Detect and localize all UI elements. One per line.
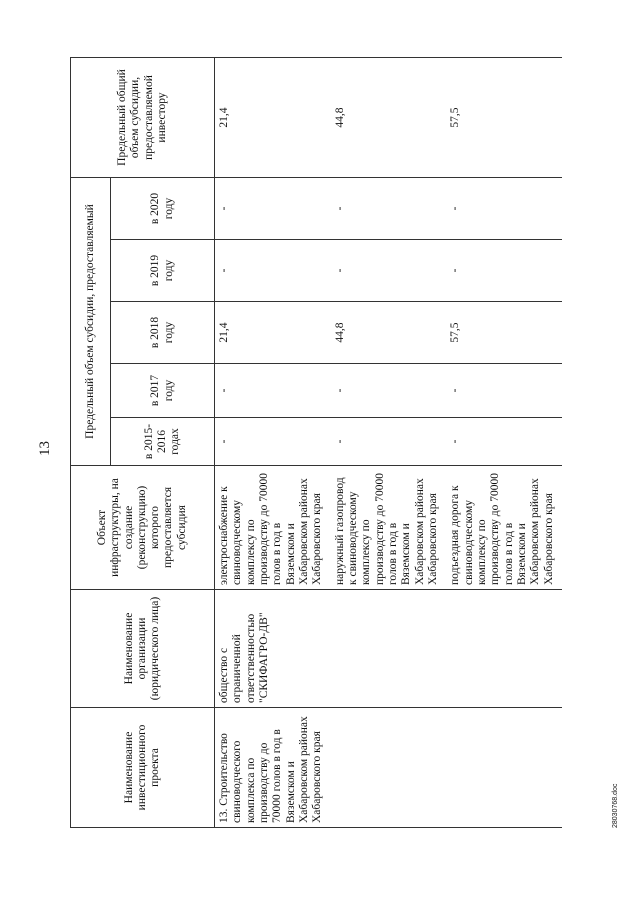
- header-max-subsidy-group: Предельный объем субсидии, предоставляемый: [71, 178, 111, 466]
- header-total: Предельный общий объем субсидии, предоставляемой инвестору: [71, 58, 215, 178]
- value-cell: 57,5: [446, 302, 562, 364]
- value-cell: -: [331, 418, 447, 466]
- value-cell: -: [331, 364, 447, 418]
- total-cell: 21,4: [215, 58, 331, 178]
- organization-name-cell: общество с ограниченной ответственностью "СКИФАГРО-ДВ": [215, 590, 562, 708]
- value-cell: -: [446, 178, 562, 240]
- header-object: Объект инфраструктуры, на создание (реконструкцию) которого предоставляется субсидия: [71, 466, 215, 590]
- table-row: [215, 58, 331, 828]
- value-cell: -: [215, 240, 331, 302]
- project-name-cell: 13. Строительство свиноводческого комплекса по производству до 70000 голов в год в Вяземском и Хабаровском районах Хабаровского края: [215, 708, 562, 828]
- value-cell: -: [446, 240, 562, 302]
- document-code: 28030768.doc: [612, 783, 619, 828]
- value-cell: -: [215, 178, 331, 240]
- object-cell: наружный газопровод к свиноводческому комплексу по производству до 70000 голов в год в Вяземском и Хабаровском районах Хабаровского края: [331, 466, 447, 590]
- value-cell: -: [446, 364, 562, 418]
- object-cell: электроснабжение к свиноводческому комплексу по производству до 70000 голов в год в Вяземском и Хабаровском районах Хабаровского края: [215, 466, 331, 590]
- value-cell: 44,8: [331, 302, 447, 364]
- header-year-2015-2016: в 2015-2016 годах: [111, 418, 215, 466]
- value-cell: 21,4: [215, 302, 331, 364]
- header-year-2018: в 2018 году: [111, 302, 215, 364]
- header-project: Наименование инвестиционного проекта: [71, 708, 215, 828]
- subsidy-table: [70, 57, 562, 828]
- value-cell: -: [446, 418, 562, 466]
- header-year-2020: в 2020 году: [111, 178, 215, 240]
- header-year-2019: в 2019 году: [111, 240, 215, 302]
- rotated-table-container: [70, 58, 610, 828]
- total-cell: 57,5: [446, 58, 562, 178]
- value-cell: -: [331, 178, 447, 240]
- page-number: 13: [37, 441, 53, 456]
- value-cell: -: [215, 364, 331, 418]
- header-organization: Наименование организации (юридического лица): [71, 590, 215, 708]
- value-cell: -: [331, 240, 447, 302]
- total-cell: 44,8: [331, 58, 447, 178]
- value-cell: -: [215, 418, 331, 466]
- header-year-2017: в 2017 году: [111, 364, 215, 418]
- object-cell: подъездная дорога к свиноводческому комплексу по производству до 70000 голов в год в Вяземском и Хабаровском районах Хабаровского края: [446, 466, 562, 590]
